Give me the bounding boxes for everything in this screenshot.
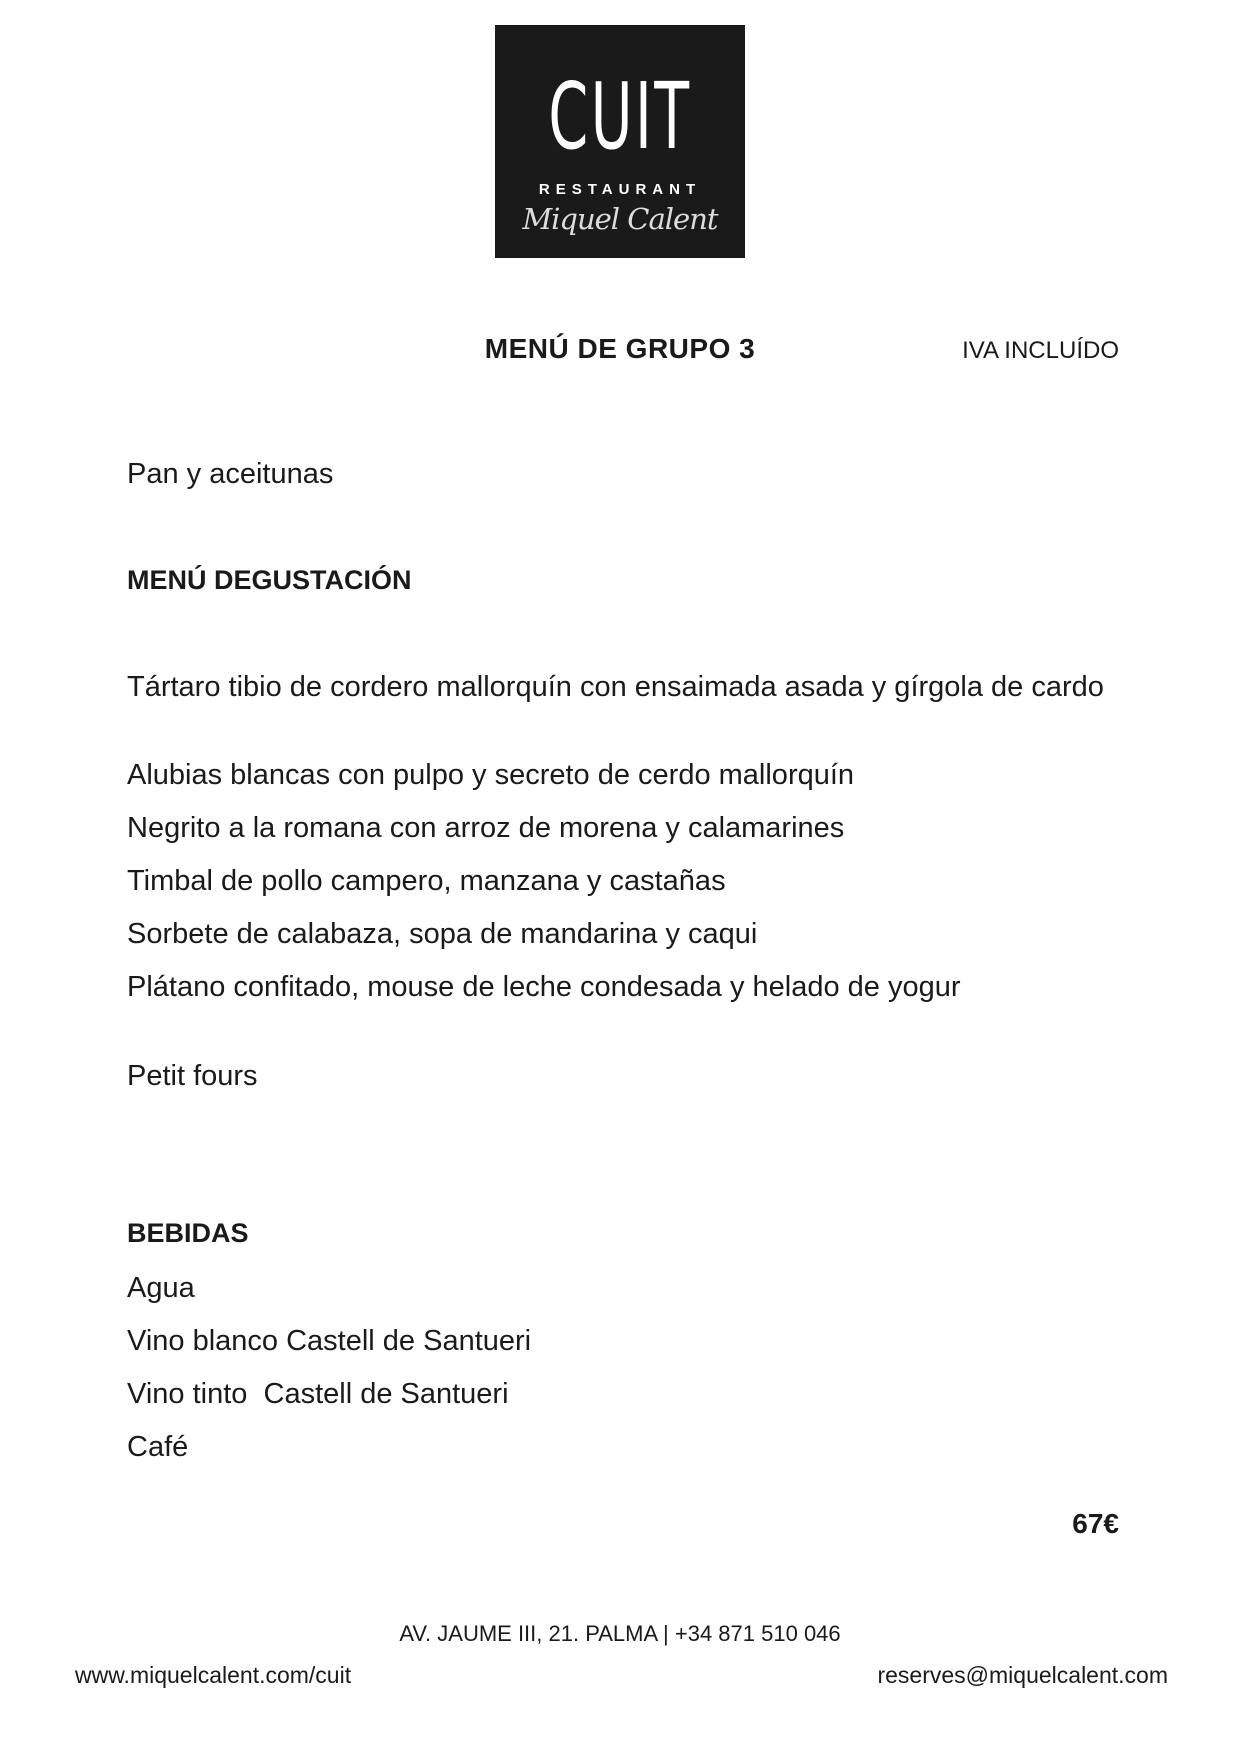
footer-address: AV. JAUME III, 21. PALMA | +34 871 510 046 [399, 1621, 841, 1646]
menu-price: 67€ [1072, 1508, 1119, 1539]
tasting-item: Tártaro tibio de cordero mallorquín con ensaimada asada y gírgola de cardo [127, 671, 1104, 703]
restaurant-logo [495, 25, 745, 258]
tasting-item: Negrito a la romana con arroz de morena y calamarines [127, 812, 845, 844]
menu-title: MENÚ DE GRUPO 3 [484, 333, 756, 364]
tax-note: IVA INCLUÍDO [962, 337, 1119, 364]
drink-item: Vino blanco Castell de Santueri [127, 1325, 532, 1357]
tasting-item: Timbal de pollo campero, manzana y castañas [127, 865, 726, 897]
drink-item: Café [127, 1431, 189, 1463]
drink-item: Vino tinto Castell de Santueri [127, 1378, 509, 1410]
logo-subtitle: RESTAURANT [538, 181, 702, 198]
footer-website-link[interactable]: www.miquelcalent.com/cuit [75, 1662, 352, 1688]
tasting-item: Alubias blancas con pulpo y secreto de cerdo mallorquín [127, 759, 855, 791]
tasting-item: Plátano confitado, mouse de leche condesada y helado de yogur [127, 971, 961, 1003]
tasting-menu-heading: MENÚ DEGUSTACIÓN [127, 565, 412, 595]
footer-email-link[interactable]: reserves@miquelcalent.com [877, 1662, 1168, 1688]
logo-name: CUIT [548, 63, 692, 170]
starter-item: Pan y aceitunas [127, 458, 334, 490]
drink-item: Agua [127, 1272, 195, 1304]
logo-signature: Miquel Calent [522, 202, 718, 236]
drinks-heading: BEBIDAS [127, 1218, 249, 1248]
petit-fours-item: Petit fours [127, 1060, 258, 1092]
tasting-item: Sorbete de calabaza, sopa de mandarina y caqui [127, 918, 758, 950]
